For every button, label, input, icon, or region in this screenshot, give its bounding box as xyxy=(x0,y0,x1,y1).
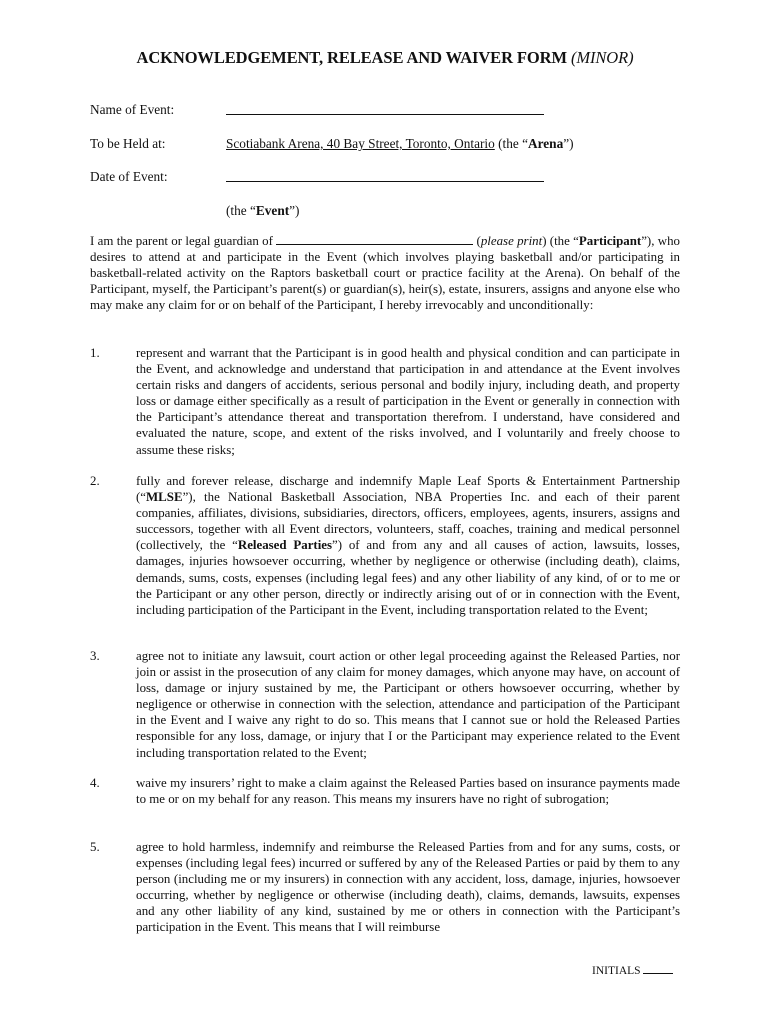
held-at-def-close: ”) xyxy=(563,136,574,151)
clause-2-part-c: ”), the National Basketball Association, NBA Properties Inc. and each of their parent companies, affiliates, divisions, subsidiaries, directors, officers, employees, agents, insurers, assigns and successors, together with all Event directors, volunteers, staff, coaches, training and medical personnel (collectively, the “ xyxy=(136,490,680,553)
clause-2-part-a: fully and forever release, discharge and indemnify Maple Leaf Sports & Entertainment Partnership (“ xyxy=(136,474,680,505)
initials-footer xyxy=(592,963,673,977)
initials-label: INITIALS xyxy=(592,965,641,977)
form-title-main: ACKNOWLEDGEMENT, RELEASE AND WAIVER FORM xyxy=(136,48,567,67)
clause-text: agree not to initiate any lawsuit, court action or other legal proceeding against the Released Parties, nor join or assist in the prosecution of any claim for money damages, which anyone may have, on account of loss, damage or injury sustained by me, the Participant or others howsoever occurring, whether by negligence or otherwise in connection with the selection, attendance and participation of the Participant in the Event and I waive any right to do so. This means that I cannot sue or hold the Released Parties responsible for any loss, damage, or injury that I or the Participant may experience related to the Event including transportation related to the Event; xyxy=(136,649,680,760)
intro-print-open: ( xyxy=(473,234,481,248)
clause-number: 3. xyxy=(90,649,100,663)
event-def-open: (the “ xyxy=(226,203,256,218)
held-at-label: To be Held at: xyxy=(90,136,166,151)
arena-term: Arena xyxy=(528,136,564,151)
intro-paragraph xyxy=(90,233,680,313)
mlse-term: MLSE xyxy=(146,490,183,505)
clause-text: waive my insurers’ right to make a claim against the Released Parties based on insurance payments made to me or on my behalf for any reason. This means my insurers have no right of subrogation; xyxy=(136,776,680,807)
participant-term: Participant xyxy=(578,234,642,248)
event-term: Event xyxy=(255,203,290,218)
clause-number: 2. xyxy=(90,474,100,488)
date-label: Date of Event: xyxy=(90,169,168,184)
held-at-value: Scotiabank Arena, 40 Bay Street, Toronto, Ontario xyxy=(226,136,495,151)
event-name-blank[interactable] xyxy=(226,102,544,115)
clause-number: 4. xyxy=(90,776,100,790)
please-print-hint: please print xyxy=(480,234,543,248)
date-blank[interactable] xyxy=(226,169,544,182)
event-name-label: Name of Event: xyxy=(90,102,175,117)
clause-text: represent and warrant that the Participant is in good health and physical condition and can participate in the Event, and acknowledge and understand that participation in and attendance at the Event involves certain risks and dangers of accidents, serious personal and bodily injury, including death, and property loss or damage either specifically as a result of participation in the Event or generally in connection with the Participant’s attendance thereat and transportation therefrom. I understand, have considered and evaluated the nature, scope, and extent of the risks involved, and I voluntarily and freely choose to assume these risks; xyxy=(136,346,680,457)
initials-blank[interactable] xyxy=(643,963,673,974)
clause-number: 5. xyxy=(90,840,100,854)
intro-print-close: ) (the “ xyxy=(542,234,579,248)
form-title-suffix: (MINOR) xyxy=(570,48,634,67)
participant-name-blank[interactable] xyxy=(276,234,473,245)
clause-2-part-e: ”) of and from any and all causes of action, lawsuits, losses, damages, injuries howsoever occurring, whether by negligence or otherwise (including death), claims, demands, sums, costs, expenses (including legal fees) and any other liability of any kind, of or to me or the Participant or any other person, directly or indirectly arising out of or in connection with the Event, including participation of the Participant in the Event, including transportation related to the Event; xyxy=(136,538,681,617)
intro-part2: ”), who desires to attend at and participate in the Event (which involves playing basketball and/or participating in basketball-related activity on the Raptors basketball court or practice facility at the Arena). On behalf of the Participant, myself, the Participant’s parent(s) or guardian(s), heir(s), estate, insurers, assigns and anyone else who may make any claim for or on behalf of the Participant, I hereby irrevocably and unconditionally: xyxy=(90,234,680,313)
released-parties-term: Released Parties xyxy=(237,538,333,553)
clause-number: 1. xyxy=(90,346,100,360)
intro-part1: I am the parent or legal guardian of xyxy=(90,234,273,248)
clause-text: agree to hold harmless, indemnify and reimburse the Released Parties from and for any sums, costs, or expenses (including legal fees) incurred or suffered by any of the Released Parties or paid by them to any person (including me or my insurers) in connection with any accident, loss, damage, injuries, howsoever occurring, whether by negligence or otherwise (including death), claims, demands, lawsuits, expenses and any other liability of any kind, sustained by me or others in connection with the Participant’s participation in the Event. This means that I will reimburse xyxy=(136,840,680,935)
held-at-value-line xyxy=(226,136,574,152)
clause-text xyxy=(136,473,680,618)
held-at-def-open: (the “ xyxy=(498,136,529,151)
form-title xyxy=(0,48,770,68)
event-def-close: ”) xyxy=(289,203,300,218)
event-definition xyxy=(226,203,300,219)
